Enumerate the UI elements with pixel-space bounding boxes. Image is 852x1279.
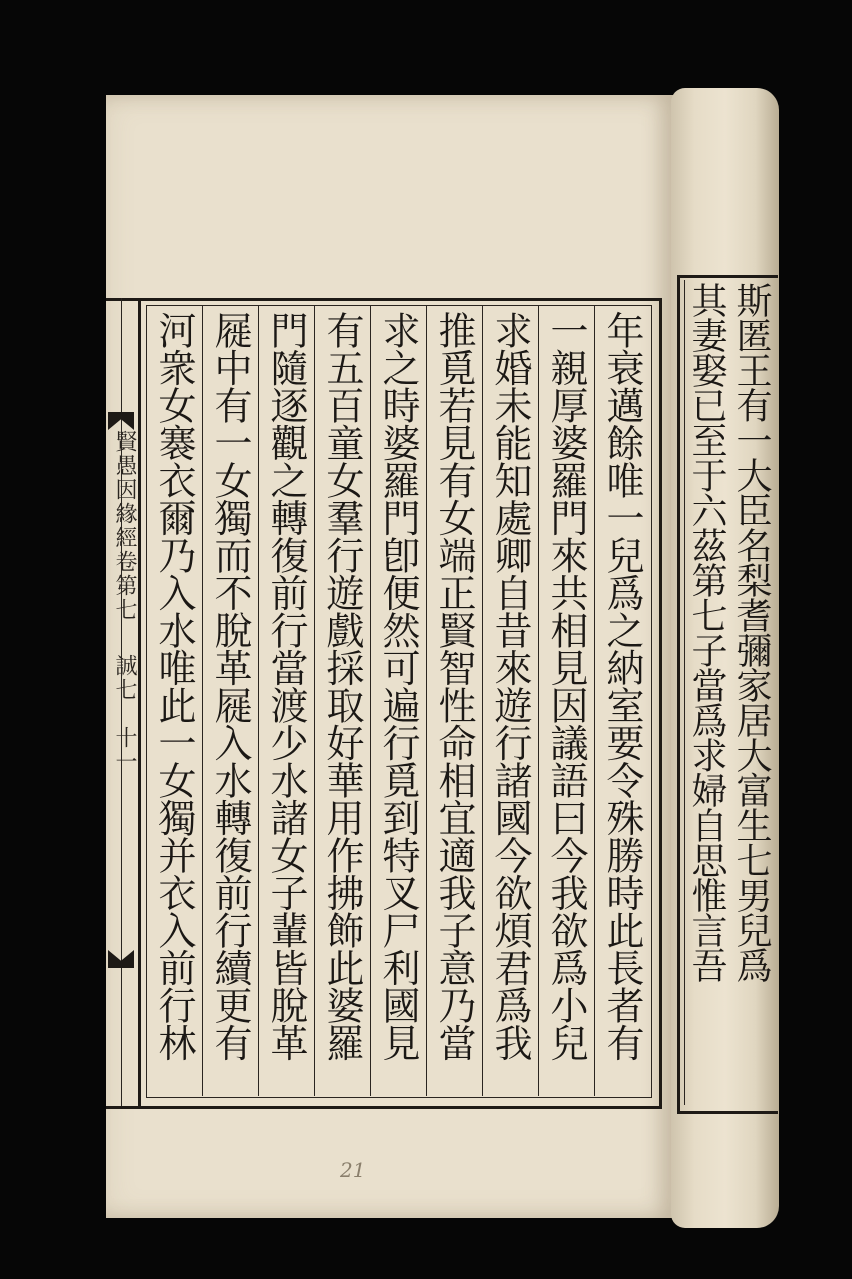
text-column: 年衰邁餘唯一兒爲之納室要令殊勝時此長者有 xyxy=(594,305,650,1096)
text-column: 有五百童女羣行遊戲採取好華用作拂飾此婆羅 xyxy=(314,305,370,1096)
margin-title xyxy=(112,430,136,774)
roll-text-columns xyxy=(684,280,774,1105)
text-column: 推覓若見有女端正賢智性命相宜適我子意乃當 xyxy=(426,305,482,1096)
text-column: 門隨逐觀之轉復前行當渡少水諸女子輩皆脫革 xyxy=(258,305,314,1096)
page-number: 21 xyxy=(340,1158,366,1182)
margin-book-title: 賢愚因緣經卷第七 xyxy=(112,430,137,622)
text-column: 河衆女褰衣爾乃入水唯此一女獨并衣入前行林 xyxy=(152,311,196,1061)
text-column: 求婚未能知處卿自昔來遊行諸國今欲煩君爲我 xyxy=(482,305,538,1096)
margin-folio: 誠七 十一 xyxy=(112,654,137,774)
text-columns xyxy=(146,305,650,1096)
text-column: 屣中有一女獨而不脫革屣入水轉復前行續更有 xyxy=(202,305,258,1096)
roll-text-column: 其妻娶已至于六茲第七子當爲求婦自思惟言吾 xyxy=(684,280,729,1105)
roll-text-column: 斯匿王有一大臣名梨耆彌家居大富生七男兒爲 xyxy=(731,282,772,982)
text-column: 一親厚婆羅門來共相見因議語曰今我欲爲小兒 xyxy=(538,305,594,1096)
text-column: 求之時婆羅門卽便然可遍行覓到特叉尸利國見 xyxy=(370,305,426,1096)
